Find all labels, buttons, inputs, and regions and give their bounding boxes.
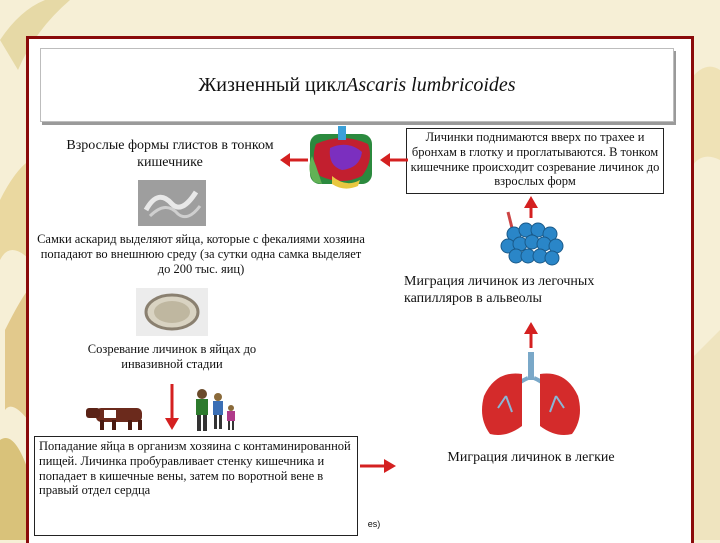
step-swallowing: Личинки поднимаются вверх по трахее и бронхам в глотку и проглатываются. В тонком кишечнике происходит созревание личинок до взрослых форм <box>406 128 664 194</box>
people-icon <box>190 388 242 434</box>
arrow-maturation-to-infection <box>162 384 182 430</box>
cow-icon <box>82 402 160 432</box>
alveoli-icon <box>494 210 574 268</box>
step-eggs-laid: Самки аскарид выделяют яйца, которые с фекалиями хозяина попадают во внешнюю среду (за сутки одна самка выделяет до 200 тыс. яиц) <box>37 232 365 276</box>
arrow-swallow-to-adults <box>280 150 310 170</box>
text-fragment: es) <box>367 519 381 529</box>
title-latin-name: Ascaris lumbricoides <box>346 73 516 96</box>
arrow-infection-to-lungs <box>360 456 396 476</box>
egg-photo-icon <box>136 288 208 336</box>
step-infection: Попадание яйца в организм хозяина с контаминированной пищей. Личинка пробуравливает стенку кишечника и попадает в кишечные вены, затем по воротной вене в правый отдел сердца <box>34 436 358 536</box>
step-migration-alveoli: Миграция личинок из легочных капилляров в альвеолы <box>404 274 595 306</box>
slide-title <box>40 48 674 122</box>
arrow-alveoli-to-swallowing <box>521 196 541 218</box>
lungs-icon <box>476 352 586 438</box>
arrow-intestine-to-text <box>380 150 410 170</box>
worm-photo-icon <box>138 180 206 226</box>
step-maturation: Созревание личинок в яйцах до инвазивной стадии <box>87 342 257 371</box>
step-adult-worms: Взрослые формы глистов в тонком кишечнике <box>66 138 274 170</box>
intestine-icon <box>302 126 382 192</box>
arrow-lungs-to-alveoli <box>521 322 541 348</box>
title-prefix: Жизненный цикл <box>198 73 347 96</box>
step-migration-lungs: Миграция личинок в легкие <box>447 450 615 465</box>
